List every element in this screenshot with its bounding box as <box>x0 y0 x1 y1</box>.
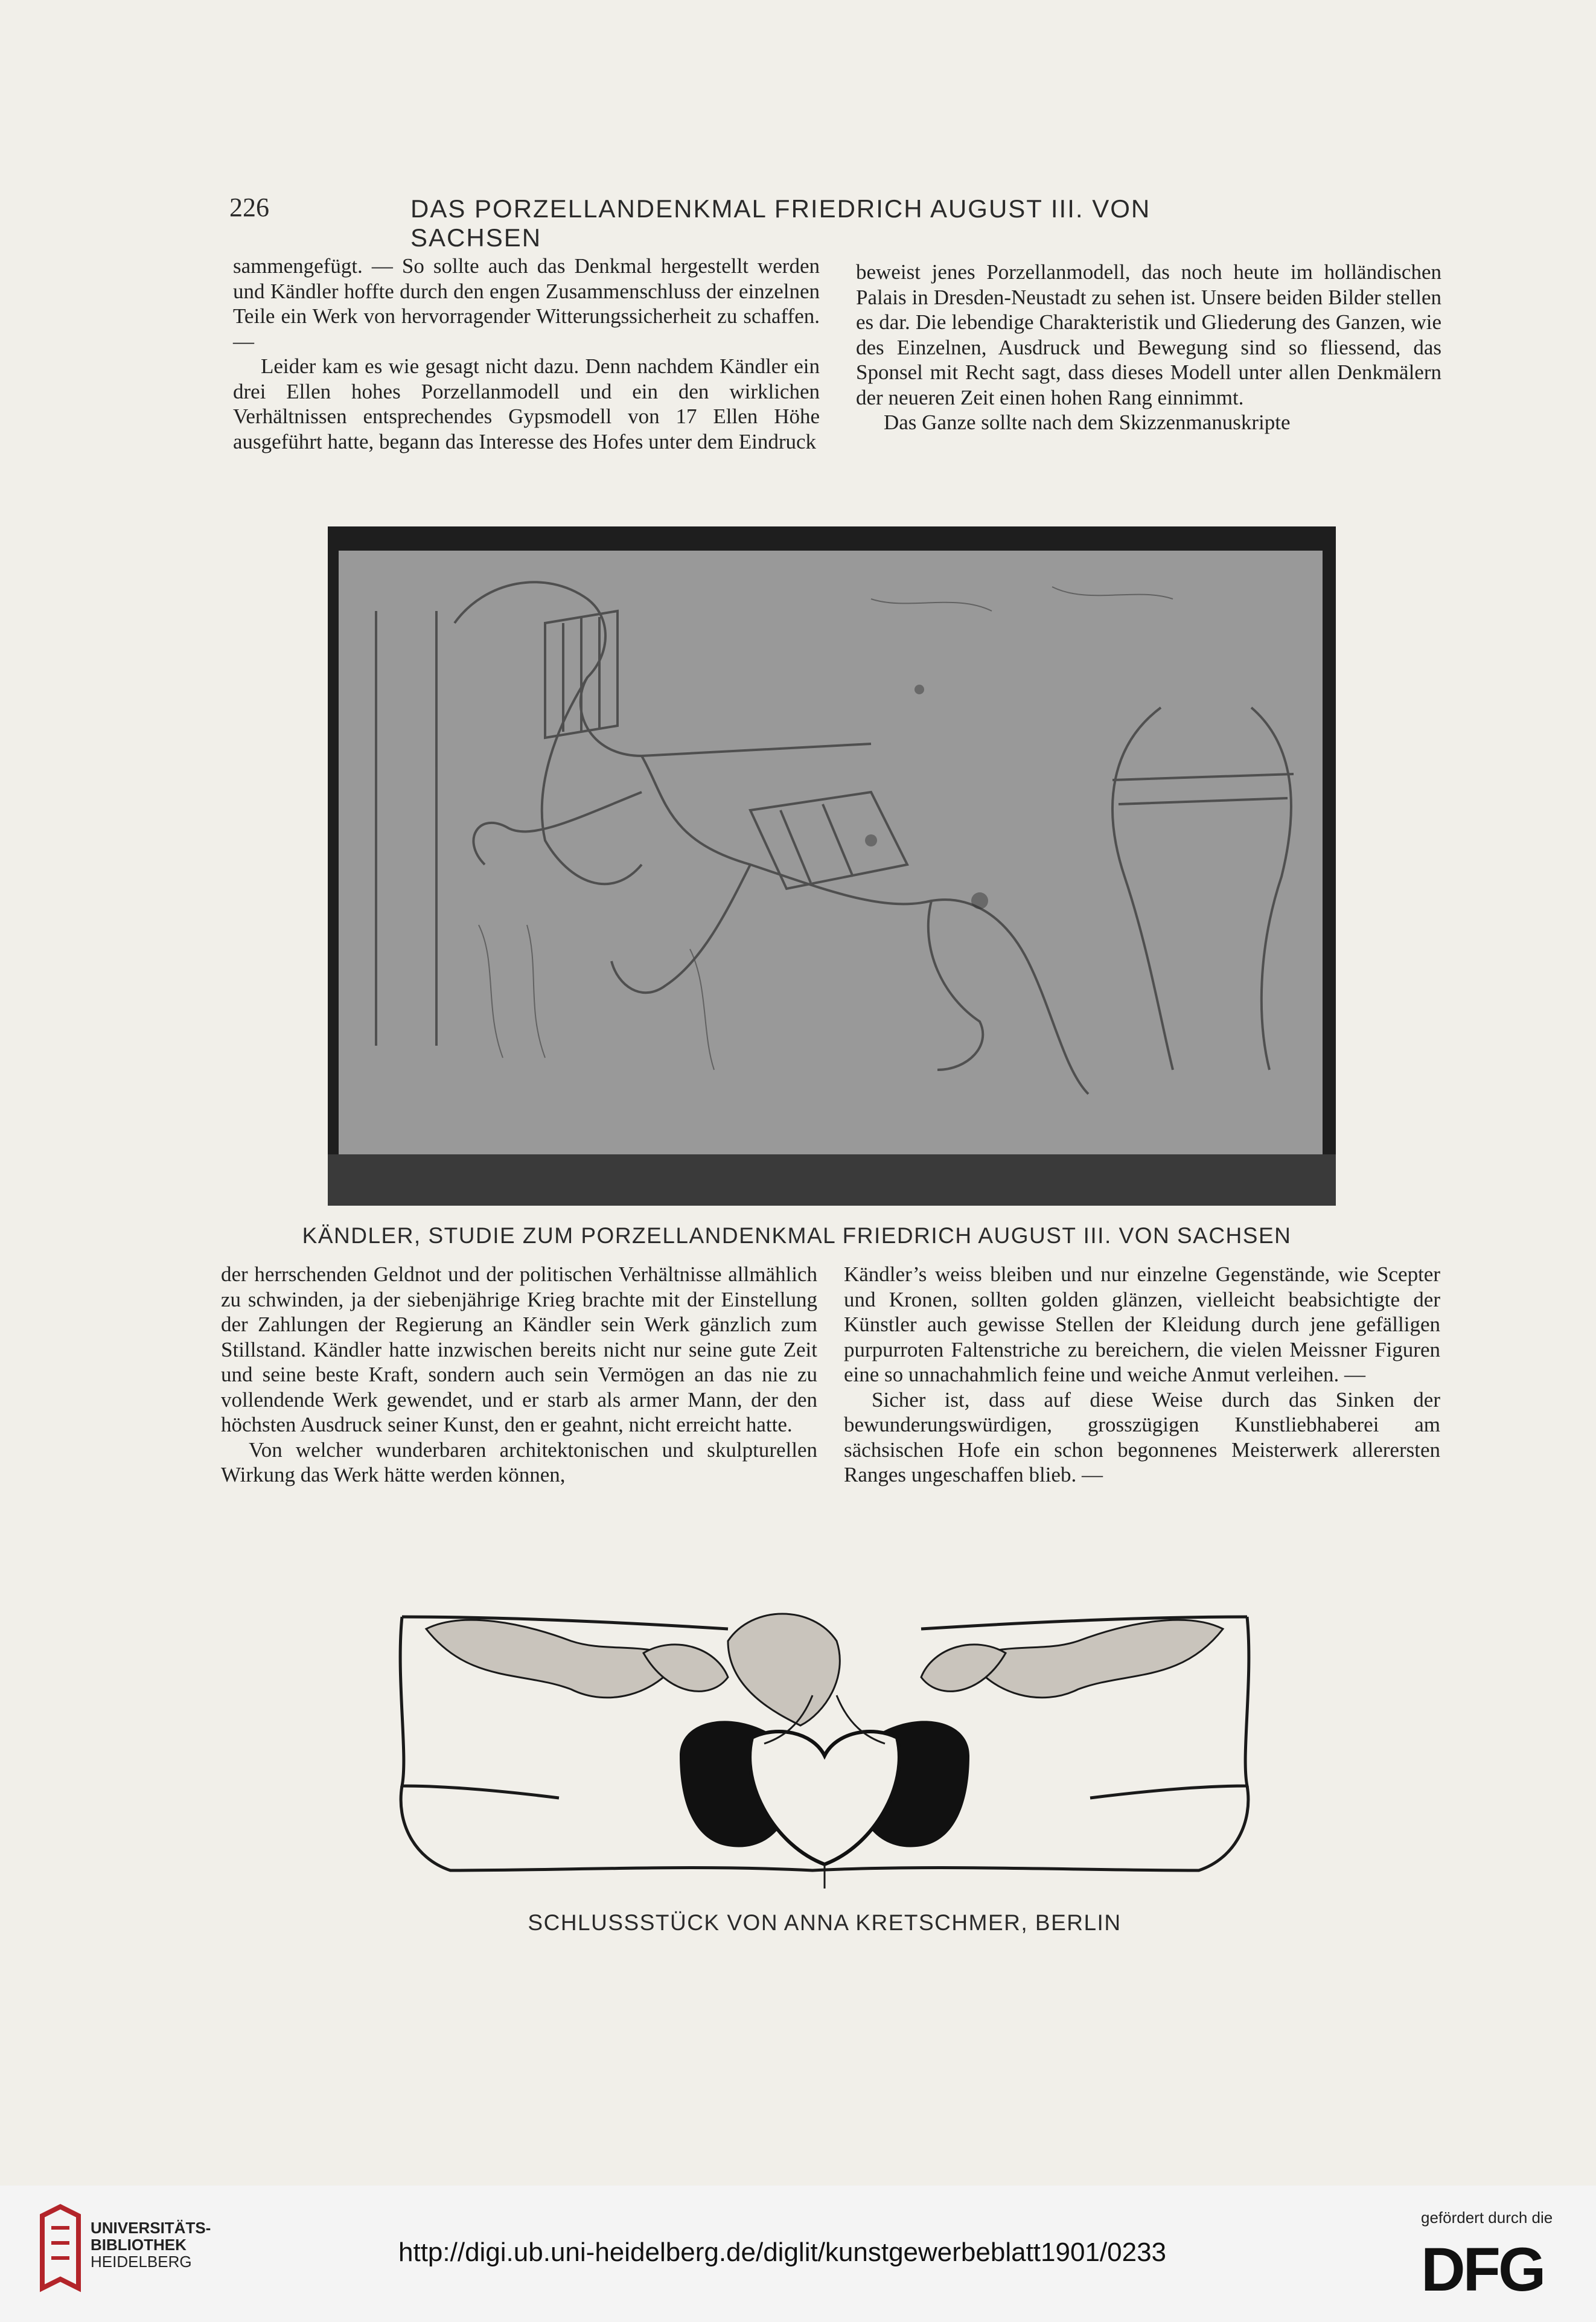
paragraph: Das Ganze sollte nach dem Skizzenmanuskripte <box>884 411 1291 434</box>
paragraph: Sicher ist, dass auf diese Weise durch das Sinken der bewunderungswürdigen, grosszügigen Kunstliebhaberei am sächsischen Hofe ein schon begonnenes Meisterwerk allerersten Ranges ungeschaffen blieb. — <box>844 1387 1440 1486</box>
paragraph: Leider kam es wie gesagt nicht dazu. Denn nachdem Kändler ein drei Ellen hohes Porzellanmodell und ein den wirklichen Verhältnissen entsprechendes Gypsmodell von 17 Ellen Höhe ausgeführt hatte, begann das Interesse des Hofes unter dem Eindruck <box>233 354 820 453</box>
text-column-right-bottom <box>844 1262 1440 1488</box>
text-column-left-top <box>233 254 820 454</box>
library-name-line: HEIDELBERG <box>91 2253 192 2271</box>
horse-sketch-image <box>328 526 1336 1206</box>
paragraph: beweist jenes Porzellanmodell, das noch heute im holländischen Palais in Dresden-Neustadt zu sehen ist. Unsere beiden Bilder stellen es dar. Die lebendige Charakteristik und Gliederung des Ganzen, wie des Einzelnen, Ausdruck und Bewegung sind so fliessend, das Sponsel mit Recht sagt, dass dieses Modell unter allen Denkmälern der neueren Zeit einen hohen Rang einnimmt. <box>856 260 1441 409</box>
page-header <box>229 192 1280 252</box>
paragraph: der herrschenden Geldnot und der politischen Verhältnisse allmählich zu schwinden, ja der siebenjährige Krieg brachte mit der Einstellung der Zahlungen der Regierung an Kändler sein Werk gänzlich zum Stillstand. Kändler hatte inzwischen bereits nicht nur seine gute Zeit und seine beste Kraft, sondern auch sein Vermögen an das nie zu vollendende Werk gewendet, und er starb als armer Mann, der den höchsten Ausdruck seiner Kunst, den er geahnt, nicht erreicht hatte. <box>221 1262 817 1436</box>
library-name-line: UNIVERSITÄTS- <box>91 2219 211 2237</box>
funded-by-label: gefördert durch die <box>1421 2208 1553 2227</box>
tailpiece-caption: SCHLUSSSTÜCK VON ANNA KRETSCHMER, BERLIN <box>528 1910 1122 1935</box>
text-column-left-bottom <box>221 1262 817 1488</box>
library-name <box>91 2219 211 2270</box>
dfg-logo-text: DFG <box>1421 2235 1544 2301</box>
paragraph: Kändler’s weiss bleiben und nur einzelne Gegenstände, wie Scepter und Kronen, sollten golden glänzen, vielleicht beabsichtigte der Künstler auch gewisse Stellen der Kleidung durch jene gefälligen purpurroten Faltenstriche zu bereichern, die vielen Meissner Figuren eine so unnachahmlich feine und weiche Anmut verleihen. — <box>844 1262 1440 1386</box>
radish-tailpiece-ornament <box>390 1605 1259 1895</box>
text-column-right-top <box>856 260 1441 435</box>
library-footer <box>0 2186 1596 2322</box>
sketch-figure <box>328 526 1336 1206</box>
figure-caption: KÄNDLER, STUDIE ZUM PORZELLANDENKMAL FRIEDRICH AUGUST III. VON SACHSEN <box>302 1223 1292 1248</box>
library-logo-icon <box>36 2204 85 2294</box>
dfg-logo-icon <box>1421 2235 1572 2301</box>
radish-ornament-image <box>390 1605 1259 1895</box>
paragraph: Von welcher wunderbaren architektonischen und skulpturellen Wirkung das Werk hätte werden können, <box>221 1438 817 1486</box>
page-number: 226 <box>229 193 269 222</box>
paragraph: sammengefügt. — So sollte auch das Denkmal hergestellt werden und Kändler hoffte durch den engen Zusammenschluss der einzelnen Teile ein Werk von hervorragender Witterungssicherheit zu schaffen. — <box>233 254 820 353</box>
library-name-line: BIBLIOTHEK <box>91 2236 187 2254</box>
permalink-url[interactable]: http://digi.ub.uni-heidelberg.de/diglit/kunstgewerbeblatt1901/0233 <box>398 2237 1167 2267</box>
running-title: DAS PORZELLANDENKMAL FRIEDRICH AUGUST III. VON SACHSEN <box>410 194 1151 252</box>
